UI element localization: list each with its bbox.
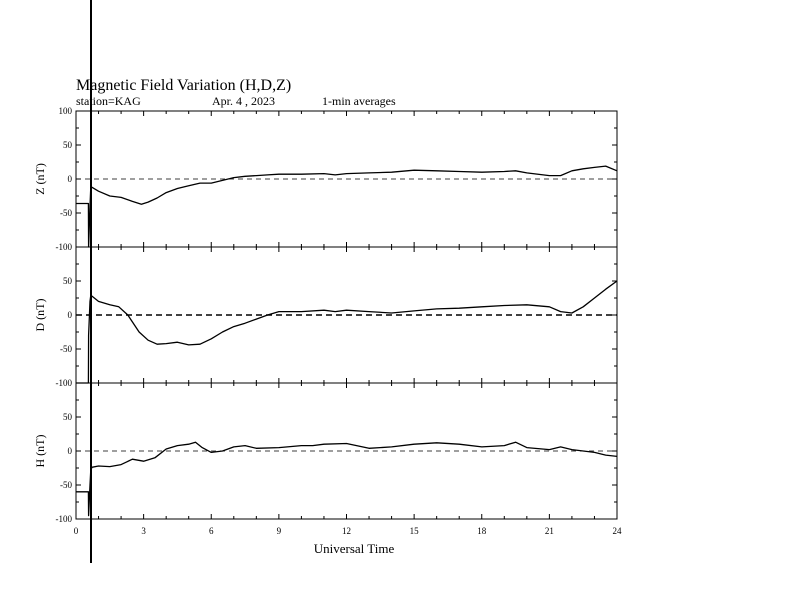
series-line-h (76, 442, 617, 515)
x-tick-label: 21 (544, 526, 554, 536)
y-tick-label-h: -100 (55, 514, 72, 524)
y-tick-label-z: 0 (67, 174, 72, 184)
series-line-d (76, 281, 617, 383)
x-tick-label: 15 (409, 526, 419, 536)
y-tick-label-d: 0 (67, 310, 72, 320)
y-tick-label-d: 50 (63, 276, 72, 286)
y-tick-label-h: 0 (67, 446, 72, 456)
station-label: station=KAG (76, 94, 141, 108)
x-tick-label: 0 (73, 526, 79, 536)
y-tick-label-z: -50 (60, 208, 72, 218)
y-tick-label-h: 50 (63, 412, 72, 422)
y-tick-label-d: -50 (60, 344, 72, 354)
x-tick-label: 9 (276, 526, 282, 536)
y-tick-label-h: -50 (60, 480, 72, 490)
x-tick-label: 12 (342, 526, 351, 536)
x-tick-label: 24 (612, 526, 622, 536)
y-tick-label-z: -100 (55, 242, 72, 252)
x-tick-label: 18 (477, 526, 487, 536)
y-axis-label-d: D (nT) (33, 298, 47, 332)
x-axis-title: Universal Time (313, 541, 395, 556)
date-label: Apr. 4 , 2023 (212, 94, 275, 108)
chart-title: Magnetic Field Variation (H,D,Z) (76, 77, 292, 94)
x-tick-label: 3 (141, 526, 146, 536)
y-axis-label-z: Z (nT) (33, 163, 47, 195)
y-tick-label-d: -100 (55, 378, 72, 388)
series-line-z (76, 166, 617, 247)
y-tick-label-z: 50 (63, 140, 72, 150)
averaging-label: 1-min averages (322, 94, 396, 108)
y-tick-label-z: 100 (58, 106, 72, 116)
x-tick-label: 6 (209, 526, 214, 536)
y-axis-label-h: H (nT) (33, 434, 47, 468)
